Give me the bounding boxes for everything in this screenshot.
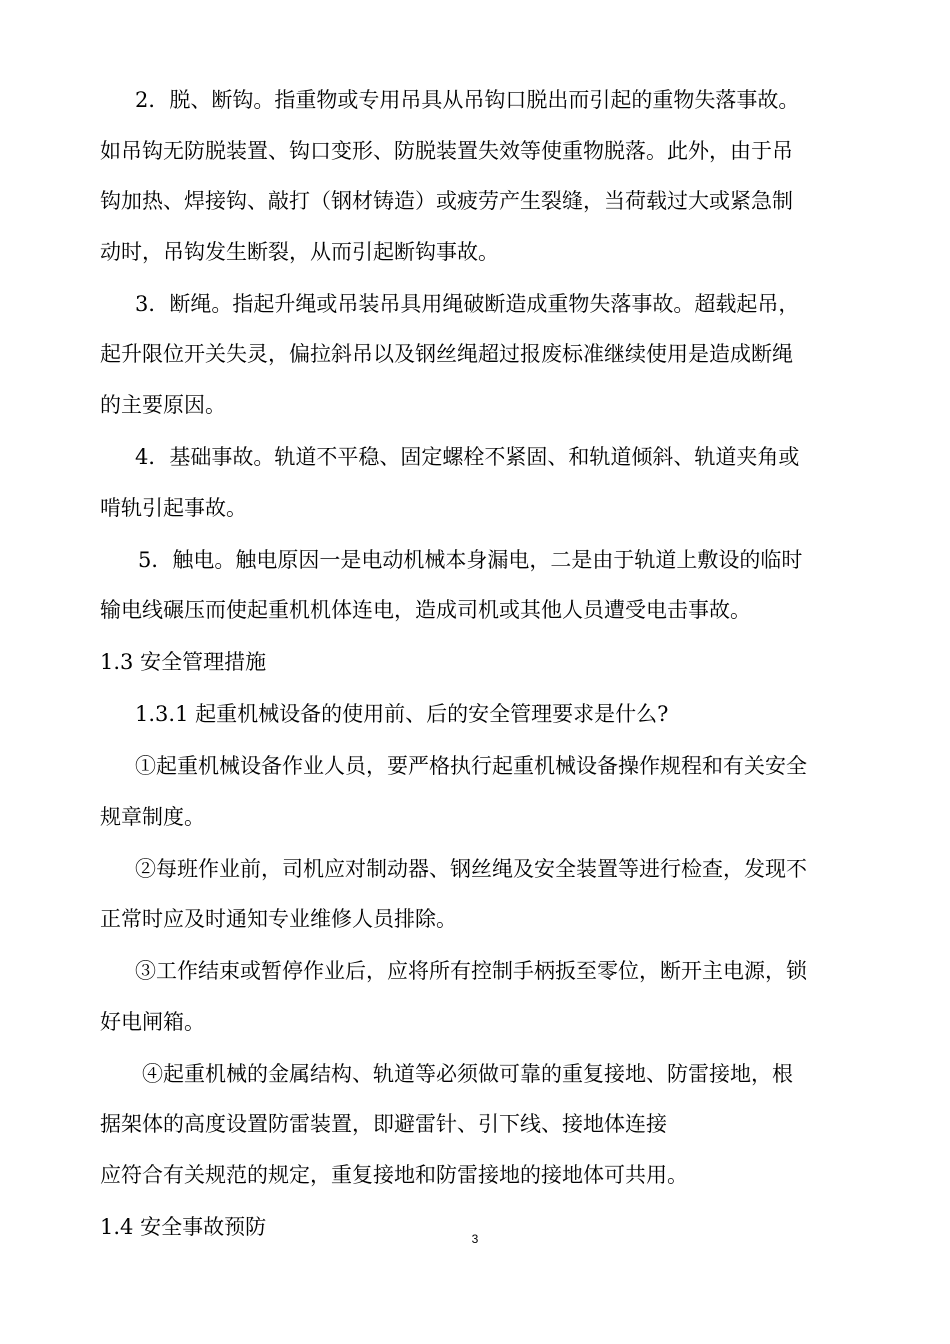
text-line: 3．断绳。指起升绳或吊装吊具用绳破断造成重物失落事故。超载起吊， [135,291,800,316]
management-item-3 [100,946,850,1047]
section-heading-1-4: 1.4 安全事故预防 [100,1214,267,1239]
text-line: ②每班作业前，司机应对制动器、钢丝绳及安全装置等进行检查，发现不 [135,856,807,881]
page-content [100,75,850,1254]
management-item-2 [100,844,850,945]
text-line: ③工作结束或暂停作业后，应将所有控制手柄扳至零位，断开主电源，锁 [135,959,807,984]
text-line: 据架体的高度设置防雷装置，即避雷针、引下线、接地体连接 [100,1112,667,1137]
text-line: 好电闸箱。 [100,1009,205,1034]
paragraph-foundation-accident [100,432,850,533]
text-line: 正常时应及时通知专业维修人员排除。 [100,907,457,932]
text-line: ①起重机械设备作业人员，要严格执行起重机械设备操作规程和有关安全 [135,754,807,779]
paragraph-rope-break [100,279,850,431]
page-number: 3 [471,1232,479,1246]
text-line: 啃轨引起事故。 [100,495,247,520]
text-line: 输电线碾压而使起重机机体连电，造成司机或其他人员遭受电击事故。 [100,598,751,623]
section-heading-1-3: 1.3 安全管理措施 [100,650,267,675]
text-line: 起升限位开关失灵，偏拉斜吊以及钢丝绳超过报废标准继续使用是造成断绳 [100,342,793,367]
text-line: ④起重机械的金属结构、轨道等必须做可靠的重复接地、防雷接地，根 [142,1061,793,1086]
text-line: 的主要原因。 [100,392,226,417]
text-line: 规章制度。 [100,804,205,829]
text-line: 2．脱、断钩。指重物或专用吊具从吊钩口脱出而引起的重物失落事故。 [135,88,800,112]
text-line: 5．触电。触电原因一是电动机械本身漏电，二是由于轨道上敷设的临时 [138,547,803,572]
text-line: 动时，吊钩发生断裂，从而引起断钩事故。 [100,239,499,264]
paragraph-electric-shock [100,535,850,636]
management-item-4 [100,1049,850,1201]
paragraph-unhook-break [100,75,850,277]
management-item-1 [100,741,850,842]
text-line: 4．基础事故。轨道不平稳、固定螺栓不紧固、和轨道倾斜、轨道夹角或 [135,444,800,469]
text-line: 应符合有关规范的规定，重复接地和防雷接地的接地体可共用。 [100,1162,688,1187]
text-line: 钩加热、焊接钩、敲打（钢材铸造）或疲劳产生裂缝，当荷载过大或紧急制 [100,189,793,214]
text-line: 如吊钩无防脱装置、钩口变形、防脱装置失效等使重物脱落。此外，由于吊 [100,138,793,163]
subsection-question-1-3-1: 1.3.1 起重机械设备的使用前、后的安全管理要求是什么? [135,702,669,727]
